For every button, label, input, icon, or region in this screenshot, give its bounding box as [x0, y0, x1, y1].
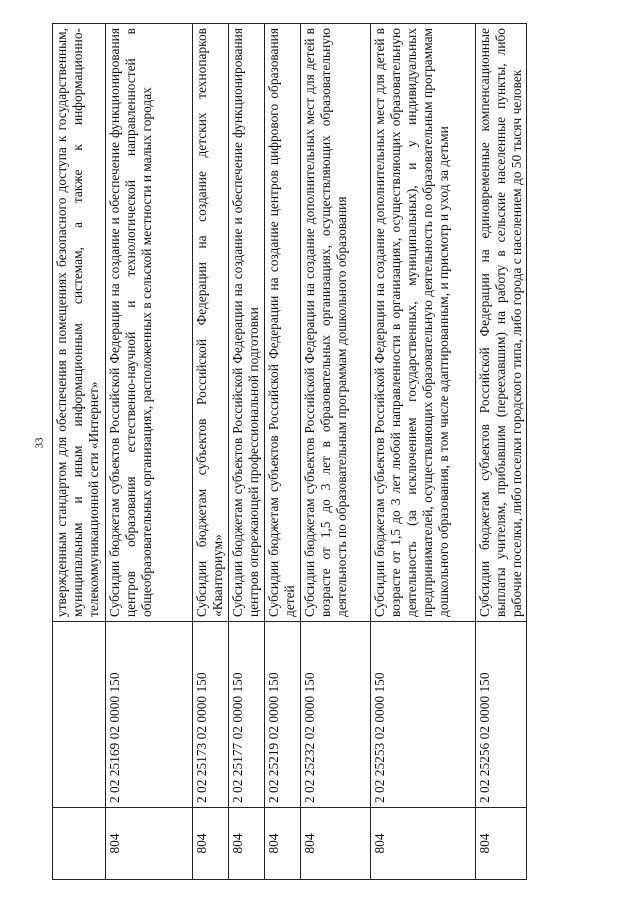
budget-code-cell: 2 02 25173 02 0000 150: [193, 622, 229, 808]
admin-code-cell: 804: [265, 808, 301, 880]
budget-code-cell: 2 02 25232 02 0000 150: [301, 622, 371, 808]
admin-code-cell: [53, 808, 106, 880]
budget-code-cell: 2 02 25219 02 0000 150: [265, 622, 301, 808]
budget-classification-table: [52, 23, 527, 880]
table-row: [53, 24, 106, 880]
admin-code-cell: 804: [301, 808, 371, 880]
admin-code-cell: 804: [193, 808, 229, 880]
admin-code-cell: 804: [106, 808, 193, 880]
table-row: [265, 24, 301, 880]
revenue-name-cell: Субсидии бюджетам субъектов Российской Федерации на создание дополнительных мест для детей в возрасте от 1,5 до 3 лет в образовательных организациях, осуществляющих образовательную деятельность по образовательным программам дошкольного образования: [301, 24, 371, 622]
table-row: [229, 24, 265, 880]
budget-code-cell: 2 02 25169 02 0000 150: [106, 622, 193, 808]
admin-code-cell: 804: [229, 808, 265, 880]
revenue-name-cell: Субсидии бюджетам субъектов Российской Федерации на создание детских технопарков «Кванториум»: [193, 24, 229, 622]
rotated-table-container: [52, 24, 524, 880]
table-row: [301, 24, 371, 880]
revenue-name-cell: Субсидии бюджетам субъектов Российской Федерации на создание дополнительных мест для детей в возрасте от 1,5 до 3 лет любой направленности в организациях, осуществляющих образовательную деятельность (за исключением государственных, муниципальных), и у индивидуальных предпринимателей, осуществляющих образовательную деятельность по образовательным программам дошкольного образования, в том числе адаптированным, и присмотр и уход за детьми: [371, 24, 476, 622]
revenue-name-cell: утвержденным стандартом для обеспечения в помещениях безопасного доступа к государственным, муниципальным и иным информационным системам, а также к информационно-телекоммуникационной сети «Интернет»: [53, 24, 106, 622]
budget-code-cell: [53, 622, 106, 808]
table-row: [371, 24, 476, 880]
budget-code-cell: 2 02 25256 02 0000 150: [476, 622, 527, 808]
table-row: [193, 24, 229, 880]
admin-code-cell: 804: [371, 808, 476, 880]
budget-code-cell: 2 02 25253 02 0000 150: [371, 622, 476, 808]
revenue-name-cell: Субсидии бюджетам субъектов Российской Федерации на единовременные компенсационные выплаты учителям, прибывшим (переехавшим) на работу в сельские населенные пункты, либо рабочие поселки, либо поселки городского типа, либо города с населением до 50 тысяч человек: [476, 24, 527, 622]
revenue-name-cell: Субсидии бюджетам субъектов Российской Федерации на создание центров цифрового образования детей: [265, 24, 301, 622]
revenue-name-cell: Субсидии бюджетам субъектов Российской Федерации на создание и обеспечение функционирования центров образования естественно-научной и технологической направленностей в общеобразовательных организациях, расположенных в сельской местности и малых городах: [106, 24, 193, 622]
budget-code-cell: 2 02 25177 02 0000 150: [229, 622, 265, 808]
table-row: [106, 24, 193, 880]
page-number: 33: [33, 437, 46, 449]
revenue-name-cell: Субсидии бюджетам субъектов Российской Федерации на создание и обеспечение функционирования центров опережающей профессиональной подготовки: [229, 24, 265, 622]
admin-code-cell: 804: [476, 808, 527, 880]
table-row: [476, 24, 527, 880]
